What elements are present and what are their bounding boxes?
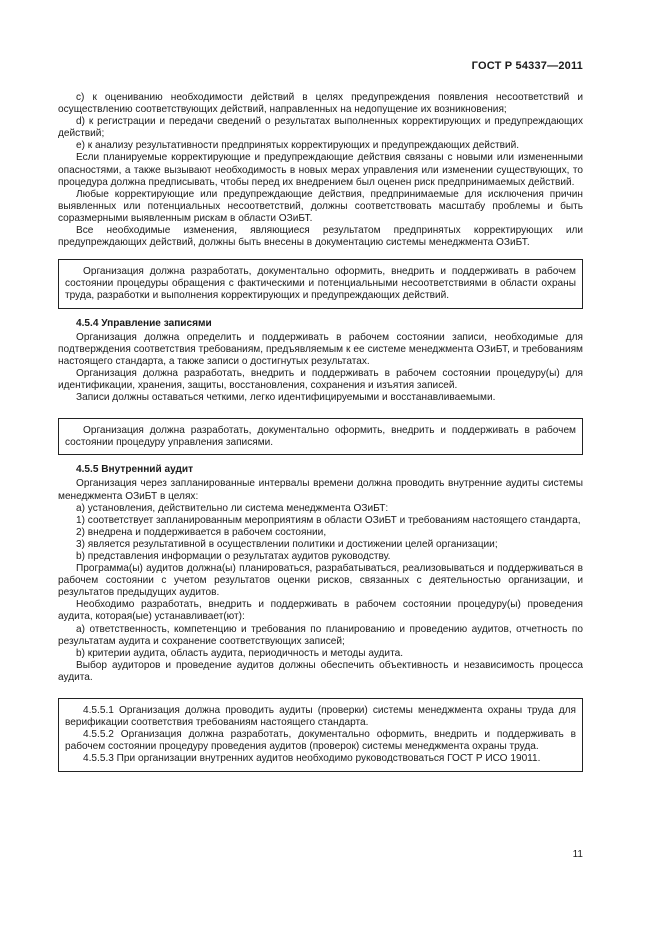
paragraph: d) к регистрации и передачи сведений о результатах выполненных корректирующих и предупреждающих действий; <box>58 116 583 140</box>
paragraph: Организация через запланированные интервалы времени должна проводить внутренние аудиты системы менеджмента ОЗиБТ в целях: <box>58 478 583 502</box>
requirement-box <box>58 698 583 771</box>
paragraph: Программа(ы) аудитов должна(ы) планироваться, разрабатываться, реализовываться и поддерживаться в рабочем состоянии с учетом результатов оценки рисков, связанных с деятельностью организации, и результатов предыдущих аудитов. <box>58 563 583 599</box>
page-number: 11 <box>572 849 583 860</box>
page-body <box>58 92 583 781</box>
paragraph: Выбор аудиторов и проведение аудитов должны обеспечить объективность и независимость процесса аудита. <box>58 659 583 683</box>
box-text: 4.5.5.2 Организация должна разработать, документально оформить, внедрить и поддерживать в рабочем состоянии процедуру проведения аудитов (проверок) системы менеджмента охраны труда. <box>65 729 576 753</box>
paragraph: Любые корректирующие или предупреждающие действия, предпринимаемые для исключения причин выявленных или потенциальных несоответствий, должны соответствовать масштабу проблемы и быть соразмерными выявленным рискам в области ОЗиБТ. <box>58 188 583 224</box>
box-text: Организация должна разработать, документально оформить, внедрить и поддерживать в рабочем состоянии процедуру управления записями. <box>65 425 576 449</box>
paragraph: Организация должна разработать, внедрить и поддерживать в рабочем состоянии процедуру(ы) для идентификации, хранения, защиты, восстановления, сохранения и изъятия записей. <box>58 367 583 391</box>
paragraph: Организация должна определить и поддерживать в рабочем состоянии записи, необходимые для подтверждения соответствия требованиям, предъявляемым к ее системе менеджмента ОЗиБТ, и требованиям настоящего стандарта, а также записи о достигнутых результатах. <box>58 331 583 367</box>
paragraph: Необходимо разработать, внедрить и поддерживать в рабочем состоянии процедуру(ы) проведения аудита, которая(ые) устанавливает(ют): <box>58 599 583 623</box>
paragraph: c) к оцениванию необходимости действий в целях предупреждения появления несоответствий и осуществлению соответствующих действий, направленных на недопущение их возникновения; <box>58 92 583 116</box>
paragraph: Все необходимые изменения, являющиеся результатом предпринятых корректирующих или предупреждающих действий, должны быть внесены в документацию системы менеджмента ОЗиБТ. <box>58 225 583 249</box>
paragraph: Записи должны оставаться четкими, легко идентифицируемыми и восстанавливаемыми. <box>76 392 496 404</box>
requirement-box <box>58 418 583 455</box>
list-item: 3) является результативной в осуществлении политики и достижении целей организации; <box>76 538 498 550</box>
box-text: 4.5.5.3 При организации внутренних аудитов необходимо руководствоваться ГОСТ Р ИСО 19011. <box>83 753 541 765</box>
list-item: a) установления, действительно ли система менеджмента ОЗиБТ: <box>76 502 389 514</box>
requirement-box <box>58 259 583 308</box>
list-item: 1) соответствует запланированным мероприятиям в области ОЗиБТ и требованиям настоящего стандарта, <box>76 514 581 526</box>
list-item: b) критерии аудита, область аудита, периодичность и методы аудита. <box>76 647 403 659</box>
paragraph: e) к анализу результативности предпринятых корректирующих и предупреждающих действий. <box>76 140 520 152</box>
box-text: 4.5.5.1 Организация должна проводить аудиты (проверки) системы менеджмента охраны труда для верификации соответствия требованиям настоящего стандарта. <box>65 705 576 729</box>
document-header: ГОСТ Р 54337—2011 <box>471 60 583 72</box>
section-heading: 4.5.5 Внутренний аудит <box>76 464 194 476</box>
list-item: a) ответственность, компетенцию и требования по планированию и проведению аудитов, отчетность по результатам аудита и сохранение соответствующих записей; <box>58 623 583 647</box>
list-item: 2) внедрена и поддерживается в рабочем состоянии, <box>76 526 327 538</box>
paragraph: Если планируемые корректирующие и предупреждающие действия связаны с новыми или измененными опасностями, а также вызывают необходимость в новых мерах управления или изменении существующих, то процедура должна предписывать, чтобы перед их внедрением был оценен риск предпринимаемых действий. <box>58 152 583 188</box>
list-item: b) представления информации о результатах аудитов руководству. <box>76 551 391 562</box>
section-heading: 4.5.4 Управление записями <box>76 317 212 329</box>
box-text: Организация должна разработать, документально оформить, внедрить и поддерживать в рабочем состоянии процедуры обращения с фактическими и потенциальными несоответствиями в области охраны труда, разработки и выполнения корректирующих и предупреждающих действий. <box>65 266 576 302</box>
